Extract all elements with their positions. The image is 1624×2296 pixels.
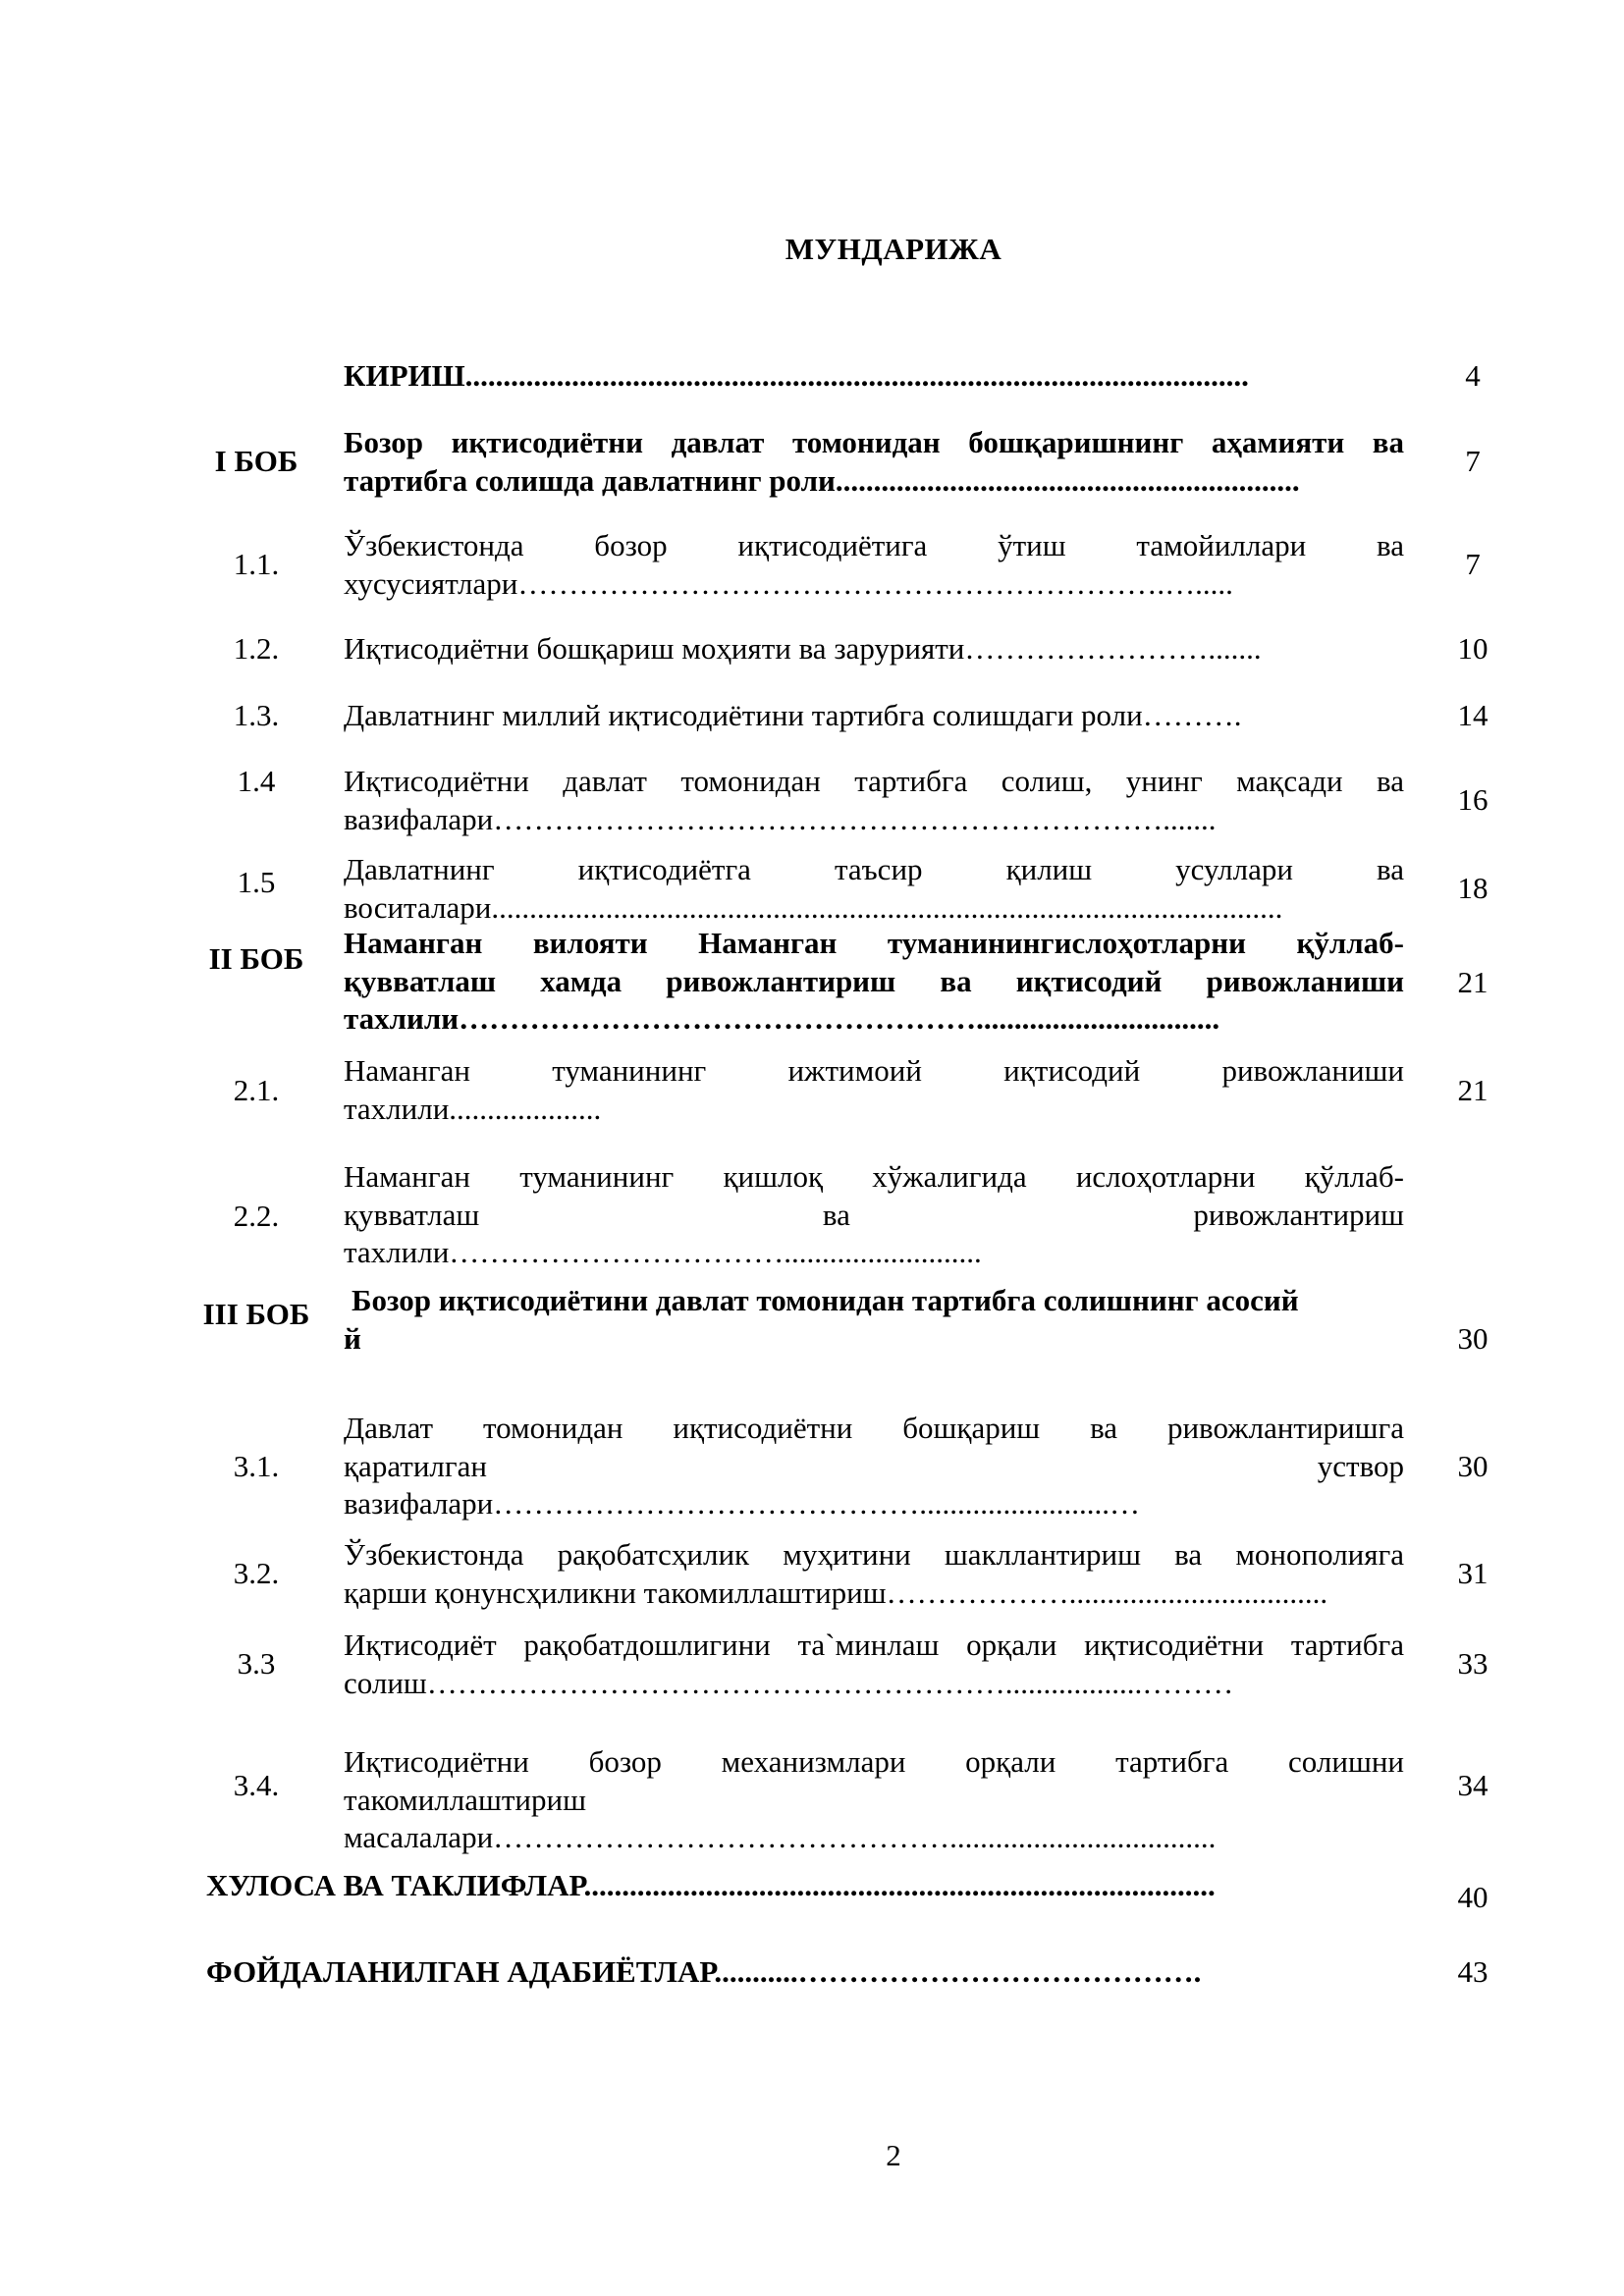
toc-entry-text: вазифалари…………………………………….........................… (344, 1486, 1141, 1521)
toc-entry-text: воситалари........................................................................................................ (344, 889, 1283, 925)
toc-page-number: 30 (1457, 1449, 1489, 1483)
toc-page-number: 34 (1457, 1768, 1489, 1802)
toc-section-number: 1.5 (237, 865, 276, 899)
toc-entry-text: ХУЛОСА ВА ТАКЛИФЛАР................................................................................... (206, 1868, 1216, 1902)
toc-entry-text: қаратилган уствор (344, 1448, 1404, 1483)
toc-section-number: 3.1. (233, 1449, 280, 1483)
toc-page-number: 7 (1465, 444, 1481, 478)
toc-entry-text: такомиллаштириш (344, 1782, 586, 1817)
toc-entry-text: Ўзбекистонда бозор иқтисодиётига ўтиш тамойиллари ва (344, 528, 1404, 562)
toc-entry-text: Иқтисодиётни бозор механизмлари орқали тартибга солишни (344, 1744, 1404, 1779)
toc-section-number: 3.2. (233, 1556, 280, 1590)
toc-chapter-label: III БОБ (202, 1297, 310, 1331)
toc-page-number: 16 (1457, 782, 1489, 817)
toc-entry-text: қарши қонунсҳиликни такомиллаштириш……………….................................. (344, 1575, 1328, 1610)
toc-section-number: 1.2. (233, 631, 280, 666)
toc-section-number: 2.2. (233, 1199, 280, 1233)
toc-entry-text: вазифалари…………………………………………………………....... (344, 801, 1217, 836)
toc-page-number: 7 (1465, 547, 1481, 581)
toc-chapter-label: I БОБ (214, 444, 298, 478)
toc-entry-text: Наманган вилояти Наманган туманинингислоҳотларни қўллаб- (344, 926, 1404, 960)
toc-entry-text: Давлатнинг миллий иқтисодиётини тартибга солишдаги роли………. (344, 698, 1242, 732)
toc-entry-text: қувватлаш хамда ривожлантириш ва иқтисодий ривожланиши (344, 963, 1404, 998)
toc-entry-text: масалалари………………………………………................................... (344, 1820, 1217, 1854)
toc-page-number: 21 (1457, 1073, 1489, 1107)
page-number: 2 (886, 2138, 901, 2172)
toc-page-number: 14 (1457, 698, 1489, 732)
toc-entry-text: тартибга солишда давлатнинг роли............................................................. (344, 462, 1300, 498)
toc-page-number: 43 (1457, 1954, 1489, 1989)
toc-entry-text: Давлатнинг иқтисодиётга таъсир қилиш усуллари ва (344, 852, 1404, 886)
toc-entry-text: тахлили.................... (344, 1091, 602, 1126)
toc-entry-text: Иқтисодиёт рақобатдошлигини та`минлаш орқали иқтисодиётни тартибга (344, 1628, 1404, 1662)
toc-page-number: 30 (1457, 1321, 1489, 1356)
toc-entry-text: солиш…………………………………………………..................……… (344, 1665, 1234, 1700)
toc-entry-text: тахлили……………………………………………................................ (344, 1001, 1220, 1036)
toc-entry-text: й (344, 1320, 361, 1356)
toc-entry-text: Иқтисодиётни бошқариш моҳияти ва зарурияти……………………....... (344, 631, 1262, 666)
toc-section-number: 1.3. (233, 698, 280, 732)
toc-entry-text: қувватлаш ва ривожлантириш (344, 1197, 1404, 1232)
toc-entry-text: хусусиятлари……………………………………………………….…..... (344, 565, 1233, 601)
toc-section-number: 3.3 (237, 1646, 276, 1681)
toc-page-number: 4 (1465, 358, 1481, 393)
toc-entry-text: Иқтисодиётни давлат томонидан тартибга солиш, унинг мақсади ва (344, 764, 1404, 798)
toc-page-number: 31 (1457, 1556, 1489, 1590)
toc-section-number: 3.4. (233, 1768, 280, 1802)
toc-entry-text: Бозор иқтисодиётини давлат томонидан тартибга солишнинг асосий (352, 1283, 1299, 1317)
toc-section-number: 1.1. (233, 547, 280, 581)
page-title: МУНДАРИЖА (785, 232, 1002, 266)
toc-page-number: 10 (1457, 631, 1489, 666)
toc-entry-text: Наманган туманининг қишлоқ хўжалигида ислоҳотларни қўллаб- (344, 1159, 1404, 1194)
toc-page-number: 33 (1457, 1646, 1489, 1681)
toc-entry-text: Давлат томонидан иқтисодиётни бошқариш ва ривожлантиришга (344, 1411, 1404, 1445)
toc-entry-text: тахлили…………………………….......................... (344, 1235, 982, 1269)
toc-section-number: 1.4 (237, 764, 276, 798)
toc-entry-text: Наманган туманининг ижтимоий иқтисодий ривожланиши (344, 1053, 1404, 1088)
toc-chapter-label: II БОБ (208, 941, 304, 976)
toc-entry-text: Ўзбекистонда рақобатсҳилик муҳитини шакллантириш ва монополияга (344, 1537, 1404, 1572)
toc-entry-text: Бозор иқтисодиётни давлат томонидан бошқаришнинг аҳамияти ва (344, 425, 1404, 459)
toc-page-number: 21 (1457, 965, 1489, 999)
toc-entry-text: КИРИШ....................................................................................................... (344, 358, 1249, 393)
toc-entry-text: ФОЙДАЛАНИЛГАН АДАБИЁТЛАР...........…………………………………. (206, 1954, 1202, 1989)
toc-page-number: 40 (1457, 1880, 1489, 1914)
toc-page-number: 18 (1457, 871, 1489, 905)
toc-section-number: 2.1. (233, 1073, 280, 1107)
